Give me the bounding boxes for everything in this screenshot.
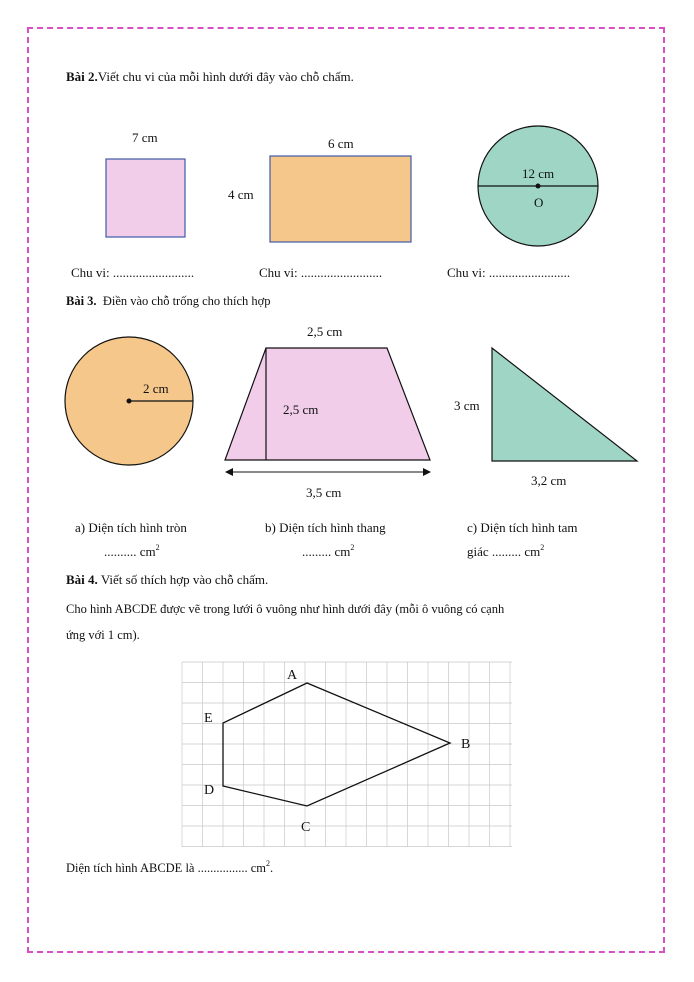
trap-bottom-label: 3,5 cm — [306, 485, 342, 500]
question-a-line1: a) Diện tích hình tròn — [75, 520, 187, 535]
circle-center-dot — [536, 184, 541, 189]
bai4-label: Bài 4. — [66, 572, 98, 587]
bai4-desc-line2: ứng với 1 cm). — [66, 628, 140, 642]
arrow-left-head — [225, 468, 233, 476]
vertex-d-label: D — [204, 783, 215, 798]
teal-triangle — [492, 348, 637, 461]
tri-base-label: 3,2 cm — [531, 473, 567, 488]
square-grid — [182, 662, 512, 847]
bai2-text: Viết chu vi của mỗi hình dưới đây vào chỗ chấm. — [97, 69, 354, 84]
orange-rectangle — [270, 156, 411, 242]
vertex-a-label: A — [287, 668, 298, 683]
bai3-text: Điền vào chỗ trống cho thích hợp — [102, 294, 271, 308]
bai2-label: Bài 2. — [66, 69, 98, 84]
pentagon-abcde — [223, 683, 450, 806]
trap-top-label: 2,5 cm — [307, 324, 343, 339]
rect-height-label: 4 cm — [228, 187, 254, 202]
circle-diameter-label: 12 cm — [522, 166, 555, 181]
bai3-heading — [66, 294, 271, 309]
arrow-right-head — [423, 468, 431, 476]
bai2-answer-3: Chu vi: ......................... — [447, 265, 571, 280]
bai4-text: Viết số thích hợp vào chỗ chấm. — [100, 572, 269, 587]
trap-height-label: 2,5 cm — [283, 402, 319, 417]
circle-center-label: O — [534, 195, 544, 210]
question-b-line2: ......... $cm^2$ — [302, 543, 355, 559]
rect-width-label: 6 cm — [328, 136, 354, 151]
vertex-e-label: E — [204, 711, 213, 726]
question-c-line1: c) Diện tích hình tam — [467, 520, 578, 535]
bai2-answer-2: Chu vi: ......................... — [259, 265, 383, 280]
question-a-line2: .......... $cm^2$ — [104, 543, 160, 559]
bai4-heading — [66, 572, 268, 588]
tri-height-label: 3 cm — [454, 398, 480, 413]
bai2-answer-1: Chu vi: ......................... — [71, 265, 195, 280]
square-side-label: 7 cm — [132, 130, 158, 145]
vertex-b-label: B — [461, 737, 471, 752]
question-b-line1: b) Diện tích hình thang — [265, 520, 386, 535]
vertex-c-label: C — [301, 820, 311, 835]
bai4-answer: Diện tích hình ABCDE là ................ $cm^2$. — [66, 859, 274, 875]
pink-square — [106, 159, 185, 237]
radius-label: 2 cm — [143, 381, 169, 396]
pink-trapezoid — [225, 348, 430, 460]
radius-center-dot — [127, 399, 132, 404]
question-c-line2: giác ......... $cm^2$ — [467, 543, 545, 559]
bai3-label: Bài 3. — [66, 294, 97, 308]
bai4-desc-line1: Cho hình ABCDE được vẽ trong lưới ô vuông như hình dưới đây (mỗi ô vuông có cạnh — [66, 602, 505, 616]
